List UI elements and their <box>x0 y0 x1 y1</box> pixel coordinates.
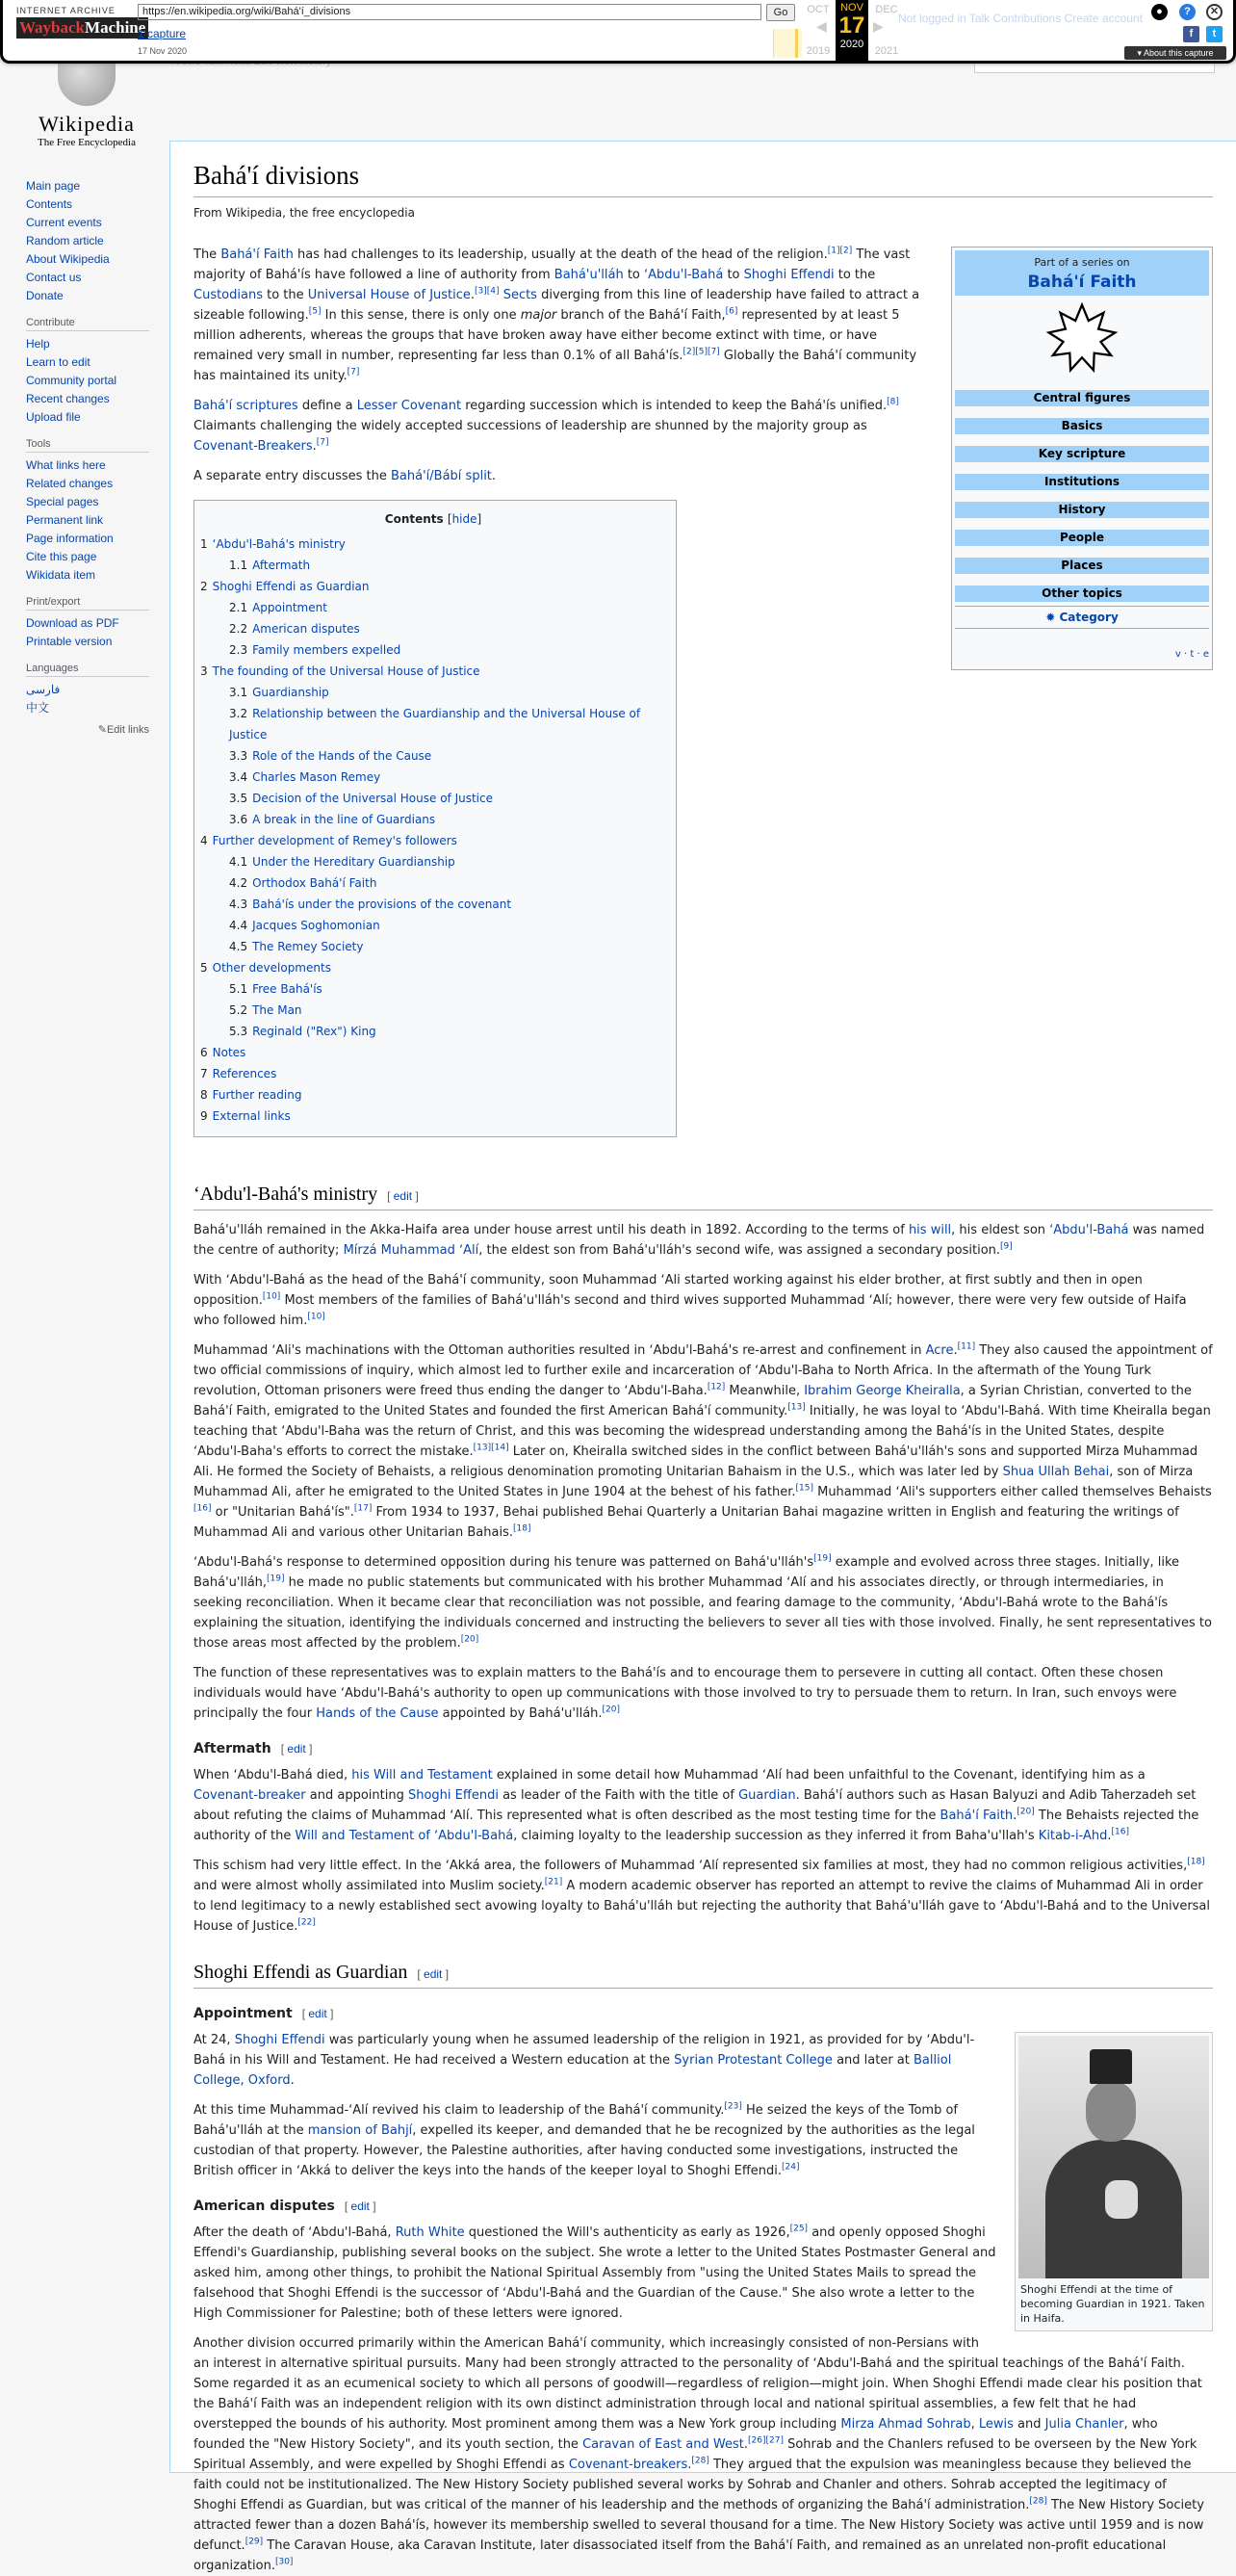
help-icon[interactable]: ? <box>1179 4 1196 20</box>
nav-languages-heading: Languages <box>26 663 149 677</box>
toc-item[interactable] <box>200 915 666 936</box>
inline-link[interactable]: Mírzá Muhammad ʻAlí <box>343 1243 479 1258</box>
citation-link[interactable]: [12] <box>707 1382 726 1392</box>
wayback-cur-month: NOV <box>840 2 863 13</box>
toc-item-number: 7 <box>200 1067 208 1080</box>
nav-printable[interactable]: Printable version <box>26 635 113 648</box>
citation-link[interactable]: [21] <box>544 1877 563 1887</box>
citation-link[interactable]: [16] <box>1111 1827 1129 1837</box>
inline-link[interactable]: his will <box>908 1223 952 1237</box>
section-american-title: American disputes <box>193 2199 335 2214</box>
toc-item[interactable] <box>200 639 666 661</box>
inline-link[interactable]: Guardian <box>738 1788 796 1803</box>
nav-contents[interactable]: Contents <box>26 197 73 211</box>
infobox-title[interactable]: Bahá'í Faith <box>1027 273 1137 292</box>
citation-link[interactable]: [22] <box>297 1917 316 1928</box>
see-also-text: A separate entry discusses the <box>193 469 387 483</box>
infobox-row-key-scripture[interactable]: Key scripture <box>955 446 1209 462</box>
citation-link[interactable]: [13][14] <box>473 1443 509 1453</box>
toc-item-number: 8 <box>200 1088 208 1102</box>
toc-item-number: 5.1 <box>229 982 248 996</box>
edit-section-appointment[interactable]: [ edit ] <box>301 2007 334 2020</box>
citation-link[interactable]: [7] <box>316 437 329 448</box>
toc-item[interactable] <box>200 767 666 788</box>
edit-links[interactable] <box>26 723 149 736</box>
citation-link[interactable]: [19] <box>813 1553 832 1564</box>
citation-link[interactable]: [11] <box>957 1341 976 1352</box>
wayback-url-input[interactable]: https://en.wikipedia.org/wiki/Bahá'í_divisions <box>138 4 761 20</box>
nav-related-changes[interactable]: Related changes <box>26 477 114 490</box>
inline-link[interactable]: Hands of the Cause <box>316 1706 439 1721</box>
photo-caption: Shoghi Effendi at the time of becoming Guardian in 1921. Taken in Haifa. <box>1020 2283 1205 2325</box>
toc-item-label: Decision of the Universal House of Justice <box>252 792 493 805</box>
see-also-note: A separate entry discusses the Bahá'í/Bábí split. <box>193 469 497 483</box>
wayback-cur-day: 17 <box>838 13 865 39</box>
toc-item[interactable] <box>200 618 666 639</box>
logo-tagline: The Free Encyclopedia <box>37 137 136 148</box>
toc-item-number: 3.6 <box>229 813 248 826</box>
nav-learn-edit[interactable]: Learn to edit <box>26 355 90 369</box>
toc-item[interactable] <box>200 597 666 618</box>
citation-link[interactable]: [17] <box>353 1503 373 1514</box>
photo-thumbnail[interactable] <box>1015 2032 1213 2331</box>
toc-title-text: Contents <box>384 512 444 526</box>
toc-item[interactable] <box>200 830 666 851</box>
nav-community-portal[interactable]: Community portal <box>26 374 117 387</box>
wayback-cur-year: 2020 <box>839 39 864 50</box>
wayback-sparkline[interactable] <box>773 29 802 58</box>
toc-item[interactable] <box>200 809 666 830</box>
nav-print <box>26 614 161 651</box>
see-also-link[interactable]: Bahá'í/Bábí split <box>391 469 492 483</box>
toc-item-label: Role of the Hands of the Cause <box>252 749 432 763</box>
wayback-logo[interactable] <box>16 6 146 50</box>
toc-item-label: Family members expelled <box>252 643 401 657</box>
infobox-row-central-figures[interactable]: Central figures <box>955 390 1209 406</box>
nav-special-pages[interactable]: Special pages <box>26 495 99 508</box>
section-aftermath-title: Aftermath <box>193 1741 271 1756</box>
inline-link[interactable]: Covenant-breaker <box>193 1788 306 1803</box>
inline-link[interactable]: Kitab-i-Ahd <box>1038 1829 1108 1843</box>
facebook-icon[interactable]: f <box>1183 26 1199 42</box>
toc-item-label: American disputes <box>252 622 360 636</box>
photo-hand <box>1105 2180 1138 2219</box>
toc-item[interactable] <box>200 1106 666 1127</box>
wayback-prev-year: 2019 <box>806 45 831 57</box>
toc-item[interactable] <box>200 936 666 957</box>
nav-download-pdf[interactable]: Download as PDF <box>26 616 119 630</box>
toc-item-number: 4 <box>200 834 208 847</box>
edit-link[interactable]: edit <box>308 2007 327 2020</box>
section-aftermath <box>193 1739 1213 1759</box>
toc-item[interactable] <box>200 872 666 894</box>
intro-paragraph-2: Bahá'í scriptures define a Lesser Covenant regarding succession which is intended to keep the Bahá'ís unified.[8] Claimants challenging the widely accepted successions of leadership are shunned by the majority group as Covenant-Breakers.[7] <box>193 397 899 454</box>
toc-item[interactable] <box>200 555 666 576</box>
about-capture-button[interactable]: ▾ About this capture <box>1124 46 1226 60</box>
toc-item-label: Bahá'ís under the provisions of the covenant <box>252 898 512 911</box>
nav-lang-zh[interactable]: 中文 <box>26 701 50 715</box>
photo-face <box>1086 2082 1136 2142</box>
wayback-logo-b: Machine <box>85 18 146 37</box>
toc-item-label: The Man <box>252 1003 302 1017</box>
photo-hat <box>1090 2049 1132 2084</box>
citation-link[interactable]: [3][4] <box>475 286 500 297</box>
citation-link[interactable]: [20] <box>1017 1807 1035 1817</box>
page-title: Bahá'í divisions <box>193 161 1213 197</box>
citation-link[interactable]: [20] <box>602 1704 621 1715</box>
nav-contribute <box>26 335 161 427</box>
section-ministry-title: ʻAbdu'l-Bahá's ministry <box>193 1184 378 1205</box>
wayback-prev-month-label: OCT <box>807 4 830 15</box>
toc-item-number: 3 <box>200 664 208 678</box>
edit-link[interactable]: edit <box>393 1189 413 1203</box>
infobox-row-people[interactable]: People <box>955 530 1209 546</box>
nav-random-article[interactable]: Random article <box>26 234 104 247</box>
american-paragraph-1: After the death of ʻAbdu'l-Bahá, Ruth White questioned the Will's authenticity as early as 1926,[25] and openly opposed Shoghi Effendi's Guardianship, publishing several books on the subject. She wrote a letter to the United States Postmaster General and asked him, among other things, to prohibit the National Spiritual Assembly from "using the United States Mails to spread the falsehood that Shoghi Effendi is the successor of ʻAbdu'l-Bahá and the Guardian of the Cause." She also wrote a letter to the High Commissioner for Palestine; both of these letters were ignored. <box>193 2224 996 2321</box>
citation-link[interactable]: [16] <box>193 1503 212 1514</box>
nav-recent-changes[interactable]: Recent changes <box>26 392 110 405</box>
pencil-icon: ✎ <box>97 724 107 736</box>
toc-item[interactable] <box>200 1021 666 1042</box>
nav-donate[interactable]: Donate <box>26 289 64 302</box>
toc-item-number: 3.1 <box>229 686 248 699</box>
nav-main-page[interactable]: Main page <box>26 179 81 193</box>
toc-item-number: 5.3 <box>229 1025 248 1038</box>
table-of-contents <box>193 500 677 1137</box>
toc-item-number: 3.2 <box>229 707 248 720</box>
toc-item-label: Aftermath <box>252 559 311 572</box>
toc-item-label: External links <box>212 1109 291 1123</box>
citation-link[interactable]: [30] <box>274 2557 294 2567</box>
toc-item-number: 4.1 <box>229 855 248 869</box>
toc-item[interactable] <box>200 851 666 872</box>
ministry-paragraph-3: Muhammad ʻAli's machinations with the Ottoman authorities resulted in ʻAbdu'l-Bahá's re-arrest and confinement in Acre.[11] They also caused the appointment of two official commissions of inquiry, which almost led to further exile and incarceration of ʻAbdu'l-Baha to North Africa. In the aftermath of the Young Turk revolution, Ottoman prisoners were freed thus ending the danger to ʻAbdu'l-Baha.[12] Meanwhile, Ibrahim George Kheiralla, a Syrian Christian, converted to the Bahá'í Faith, emigrated to the United States and founded the first American Bahá'í community.[13] Initially, he was loyal to ʻAbdu'l-Bahá. With time Kheiralla began teaching that ʻAbdu'l-Baha was the return of Christ, and this was becoming the widespread understanding among the Bahá'ís in the United States, despite ʻAbdu'l-Baha's efforts to correct the mistake.[13][14] Later on, Kheiralla switched sides in the conflict between Bahá'u'lláh's sons and supported Mirza Muhammad Ali. He formed the Society of Behaists, a religious denomination promoting Unitarian Bahaism in the U.S., which was later led by Shua Ullah Behai, son of Mirza Muhammad Ali, after he emigrated to the United States in June 1904 at the behest of his father.[15] Muhammad ʻAli's supporters either called themselves Behaists [16] or "Unitarian Bahá'ís".[17] From 1934 to 1937, Behai published Behai Quarterly a Unitarian Bahai magazine written in English and featuring the writings of Muhammad Ali and various other Unitarian Bahais.[18] <box>193 1341 1213 1540</box>
globe-icon <box>58 58 116 106</box>
citation-link[interactable]: [29] <box>245 2537 264 2547</box>
inline-link[interactable]: Acre <box>925 1343 954 1358</box>
edit-section-aftermath[interactable]: [ edit ] <box>280 1742 313 1756</box>
toc-item-number: 1.1 <box>229 559 248 572</box>
toc-item-label: Other developments <box>212 961 331 975</box>
inline-link[interactable]: Custodians <box>193 288 263 302</box>
citation-link[interactable]: [10] <box>307 1312 325 1322</box>
edit-link[interactable]: edit <box>350 2199 370 2213</box>
infobox-part-of: Part of a series on <box>1034 256 1130 269</box>
toc-item-label: A break in the line of Guardians <box>252 813 436 826</box>
nav-page-info[interactable]: Page information <box>26 532 114 545</box>
toc-item-label: Reginald ("Rex") King <box>252 1025 376 1038</box>
toc-item-label: Under the Hereditary Guardianship <box>252 855 455 869</box>
infobox-category[interactable] <box>955 606 1209 629</box>
wayback-next-year: 2021 <box>874 45 899 57</box>
intro-paragraph-1: The Bahá'í Faith has had challenges to its leadership, usually at the death of the head of the religion.[1][2] The vast majority of Bahá'ís have followed a line of authority from Bahá'u'lláh to ʻAbdu'l-Bahá to Shoghi Effendi to the Custodians to the Universal House of Justice.[3][4] Sects diverging from this line of leadership have failed to attract a sizeable following.[5] In this sense, there is only one major branch of the Bahá'í Faith,[6] represented by at least 5 million adherents, whereas the groups that have broken away have either become extinct with time, or have remained very small in number, representing far less than 0.1% of all Bahá'ís.[2][5][7] Globally the Bahá'í community has maintained its unity.[7] <box>193 246 920 383</box>
inline-link[interactable]: Shoghi Effendi <box>407 1788 499 1803</box>
inline-link[interactable]: Shoghi Effendi <box>743 268 835 282</box>
inline-link[interactable]: Ibrahim George Kheiralla <box>804 1384 961 1398</box>
inline-link[interactable]: Covenant-Breakers <box>193 439 313 454</box>
aftermath-paragraph-2: This schism had very little effect. In the ʻAkká area, the followers of Muhammad ʻAlí represented six families at most, they had no common religious activities,[18] and were almost wholly assimilated into Muslim society.[21] A modern academic observer has reported an attempt to revive the claims of Muhammad Ali in order to lend legitimacy to a newly established sect avowing loyalty to Bahá'u'lláh but rejecting the authority that Bahá'u'lláh gave to ʻAbdu'l-Bahá and to the Universal House of Justice.[22] <box>193 1857 1211 1934</box>
inline-link[interactable]: Universal House of Justice <box>307 288 471 302</box>
toc-item-label: Free Bahá'ís <box>252 982 322 996</box>
citation-link[interactable]: [7] <box>347 367 360 377</box>
toc-item[interactable] <box>200 745 666 767</box>
nav-lang-fa[interactable]: فارسی <box>26 683 61 696</box>
inline-link[interactable]: Shoghi Effendi <box>234 2033 325 2047</box>
infobox-row-other-topics[interactable]: Other topics <box>955 585 1209 602</box>
wayback-go-button[interactable]: Go <box>766 4 795 21</box>
appointment-paragraph-1: At 24, Shoghi Effendi was particularly young when he assumed leadership of the religion in 1921, as provided for by ʻAbdu'l-Bahá in his Will and Testament. He had received a Western education at the Syrian Protestant College and later at Balliol College, Oxford. <box>193 2033 975 2088</box>
citation-link[interactable]: [10] <box>262 1291 281 1302</box>
nav-cite[interactable]: Cite this page <box>26 550 97 563</box>
citation-link[interactable]: [24] <box>782 2162 800 2173</box>
inline-link[interactable]: ʻAbdu'l-Bahá <box>644 268 724 282</box>
american-paragraph-2: Another division occurred primarily within the American Bahá'í community, which increasingly consisted of non-Persians with an interest in alternative spiritual pursuits. Many had been strongly attracted to the personality of ʻAbdu'l-Bahá and the spiritual teachings of the Bahá'í Faith. Some regarded it as an ecumenical society to which all persons of goodwill—regardless of religion—might join. When Shoghi Effendi made clear his position that the Bahá'í Faith was an independent religion with its own distinct administration through local and national spiritual assemblies, a few felt that he had overstepped the bounds of his authority. Most prominent among them was a New York group including Mirza Ahmad Sohrab, Lewis and Julia Chanler, who founded the "New History Society", and its youth section, the Caravan of East and West.[26][27] Sohrab and the Chanlers refused to be overseen by the New York Spiritual Assembly, and were expelled by Shoghi Effendi as Covenant-breakers.[28] They argued that the expulsion was meaningless because they believed the faith could not be institutionalized. The New History Society published several works by Sohrab and Chanler and others. Sohrab accepted the legitimacy of Shoghi Effendi as Guardian, but was critical of the manner of his leadership and the methods of organizing the Bahá'í administration.[28] The New History Society attracted fewer than a dozen Bahá'ís, however its membership swelled to several thousand for a time. The New History Society was active until 1959 and is now defunct.[29] The Caravan House, aka Caravan Institute, later disassociated itself from the Bahá'í Faith, and remained as an unrelated non-profit educational organization.[30] <box>193 2336 1204 2573</box>
infobox-row-places[interactable]: Places <box>955 558 1209 574</box>
citation-link[interactable]: [25] <box>789 2224 809 2234</box>
toc-item-label: Orthodox Bahá'í Faith <box>252 876 377 890</box>
citation-link[interactable]: [19] <box>267 1574 285 1584</box>
inline-link[interactable]: his Will and Testament <box>351 1768 493 1782</box>
nav-tools <box>26 456 161 585</box>
nine-pointed-star-icon <box>955 296 1209 378</box>
wikipedia-logo[interactable] <box>19 58 154 154</box>
nav-wikidata[interactable]: Wikidata item <box>26 568 96 582</box>
inline-link[interactable]: Bahá'í Faith <box>220 247 294 262</box>
wayback-prev-arrow-icon[interactable]: ◀ <box>816 19 827 35</box>
toc-item-number: 3.5 <box>229 792 248 805</box>
toc-item-label: Charles Mason Remey <box>252 770 381 784</box>
inline-link[interactable]: Syrian Protestant College <box>674 2053 833 2068</box>
inline-link[interactable]: Ruth White <box>395 2225 465 2240</box>
inline-link[interactable]: Covenant-breakers <box>568 2458 688 2472</box>
toc-item-label: The Remey Society <box>252 940 364 953</box>
toc-item-label: Shoghi Effendi as Guardian <box>212 580 370 593</box>
section-appointment <box>193 2004 1213 2024</box>
citation-link[interactable]: [5] <box>308 306 322 317</box>
toc-item[interactable] <box>200 576 666 597</box>
inline-link[interactable]: Will and Testament of ʻAbdu'l-Bahá <box>295 1829 514 1843</box>
category-icon: ✹ <box>1045 611 1056 624</box>
toc-item-number: 2.2 <box>229 622 248 636</box>
appointment-paragraph-2: At this time Muhammad-ʻAlí revived his claim to leadership of the Bahá'í community.[23] He seized the keys of the Tomb of Bahá'u'lláh at the mansion of Bahjí, expelled its keeper, and demanded that he be recognized by the authorities as the legal custodian of that property. However, the Palestine authorities, after having conducted some investigations, instructed the British officer in ʻAkká to deliver the keys into the hands of the keeper loyal to Shoghi Effendi.[24] <box>193 2101 975 2178</box>
article-content <box>169 141 1236 2573</box>
infobox-row-history[interactable]: History <box>955 502 1209 518</box>
wayback-captures-link[interactable]: 1 capture <box>138 27 187 40</box>
citation-link[interactable]: [20] <box>460 1634 479 1645</box>
user-icon[interactable]: ● <box>1151 4 1168 20</box>
edit-section-american[interactable]: [ edit ] <box>344 2199 376 2213</box>
section-shoghi <box>193 1962 1213 1989</box>
toc-hide-link[interactable]: hide <box>451 512 477 526</box>
citation-link[interactable]: [23] <box>724 2101 742 2112</box>
infobox-row-basics[interactable]: Basics <box>955 418 1209 434</box>
toc-item[interactable] <box>200 957 666 978</box>
toc-item[interactable] <box>200 978 666 1000</box>
inline-link[interactable]: Balliol College, Oxford <box>193 2053 952 2088</box>
citation-link[interactable]: [28] <box>1029 2496 1047 2507</box>
inline-link[interactable]: Mirza Ahmad Sohrab <box>840 2417 971 2432</box>
close-icon[interactable]: ✕ <box>1206 4 1223 20</box>
nav-contribute-heading: Contribute <box>26 317 149 331</box>
wayback-next-month[interactable] <box>872 0 901 61</box>
toc-item-label: ʻAbdu'l-Bahá's ministry <box>212 537 346 551</box>
toc-item-number: 3.4 <box>229 770 248 784</box>
citation-link[interactable]: [2][5][7] <box>682 347 720 357</box>
wayback-capture-date: 17 Nov 2020 <box>138 46 188 56</box>
toc-item-label: The founding of the Universal House of Justice <box>212 664 480 678</box>
inline-link[interactable]: Bahá'u'lláh <box>554 268 624 282</box>
toc-hide[interactable]: [hide] <box>447 512 482 526</box>
inline-link[interactable]: Shua Ullah Behai <box>1002 1465 1110 1479</box>
wayback-ghost-links: Not logged in Talk Contributions Create account <box>898 12 1143 25</box>
edit-section-shoghi[interactable]: [ edit ] <box>417 1967 450 1981</box>
toc-item-number: 4.3 <box>229 898 248 911</box>
citation-link[interactable]: [1][2] <box>827 246 853 256</box>
inline-link[interactable]: ʻAbdu'l-Bahá <box>1049 1223 1129 1237</box>
toc-item[interactable] <box>200 1042 666 1063</box>
toc-item-number: 9 <box>200 1109 208 1123</box>
inline-link[interactable]: Julia Chanler <box>1044 2417 1124 2432</box>
inline-link[interactable]: Lewis <box>978 2417 1014 2432</box>
toc-item-number: 1 <box>200 537 208 551</box>
nav-upload[interactable]: Upload file <box>26 410 81 424</box>
nav-print-heading: Print/export <box>26 596 149 611</box>
wayback-logo-main <box>16 17 148 39</box>
toc-item-number: 5.2 <box>229 1003 248 1017</box>
nav-main <box>26 177 161 305</box>
nav-permanent-link[interactable]: Permanent link <box>26 513 104 527</box>
citation-link[interactable]: [9] <box>1000 1241 1013 1252</box>
infobox <box>951 247 1213 670</box>
inline-link[interactable]: Lesser Covenant <box>356 399 462 413</box>
infobox-row-institutions[interactable]: Institutions <box>955 474 1209 490</box>
nav-tools-heading: Tools <box>26 438 149 453</box>
toc-item-number: 2.1 <box>229 601 248 614</box>
toc-item-number: 5 <box>200 961 208 975</box>
nav-current-events[interactable]: Current events <box>26 216 102 229</box>
ministry-paragraph-2: With ʻAbdu'l-Bahá as the head of the Bahá'í community, soon Muhammad ʻAli started working against his elder brother, at first subtly and then in open opposition.[10] Most members of the families of Bahá'u'lláh's second and third wives supported Muhammad ʻAlí; however, there were very few outside of Haifa who followed him.[10] <box>193 1273 1187 1328</box>
citation-link[interactable]: [18] <box>513 1523 531 1534</box>
inline-link[interactable]: Bahá'í scriptures <box>193 399 298 413</box>
toc-item-label: Further development of Remey's followers <box>212 834 457 847</box>
toc-item-number: 6 <box>200 1046 208 1059</box>
toc-item[interactable] <box>200 1084 666 1106</box>
ministry-paragraph-4: ʻAbdu'l-Bahá's response to determined opposition during his tenure was patterned on Bahá'u'lláh's[19] example and evolved across three stages. Initially, like Bahá'u'lláh,[19] he made no public statements but communicated with his brother Muhammad ʻAlí and his associates directly, or through intermediaries, in seeking reconciliation. When it became clear that reconciliation was not possible, and fearing damage to the community, ʻAbdu'l-Bahá wrote to the Bahá'ís explaining the situation, identifying the individuals concerned and instructing the believers to sever all ties with those involved. Finally, he sent representatives to those areas most affected by the problem.[20] <box>193 1553 1212 1651</box>
citation-link[interactable]: [28] <box>691 2456 709 2466</box>
toc-item-number: 4.4 <box>229 919 248 932</box>
toc-item-number: 4.2 <box>229 876 248 890</box>
toc-item-number: 4.5 <box>229 940 248 953</box>
wayback-toolbar <box>0 0 1236 64</box>
section-shoghi-title: Shoghi Effendi as Guardian <box>193 1962 408 1983</box>
twitter-icon[interactable]: t <box>1206 26 1223 42</box>
wayback-sparkline-bar <box>795 29 798 58</box>
site-sub: From Wikipedia, the free encyclopedia <box>193 206 415 220</box>
toc-item-label: Guardianship <box>252 686 329 699</box>
edit-section-ministry[interactable]: [ edit ] <box>387 1189 419 1203</box>
inline-link[interactable]: Sects <box>502 288 537 302</box>
toc-item[interactable] <box>200 661 666 682</box>
toc-item-label: Appointment <box>252 601 327 614</box>
citation-link[interactable]: [6] <box>725 306 738 317</box>
toc-title <box>200 508 666 530</box>
inline-link[interactable]: Bahá'í Faith <box>940 1808 1014 1823</box>
toc-item-number: 2 <box>200 580 208 593</box>
wayback-next-month-label: DEC <box>875 4 898 15</box>
section-appointment-title: Appointment <box>193 2006 293 2021</box>
ministry-paragraph-1: Bahá'u'lláh remained in the Akka-Haifa area under house arrest until his death in 1892. According to the terms of his will, his eldest son ʻAbdu'l-Bahá was named the centre of authority; Mírzá Muhammad ʻAlí, the eldest son from Bahá'u'lláh's second wife, was assigned a secondary position.[9] <box>193 1223 1205 1258</box>
nav-contact[interactable]: Contact us <box>26 271 82 284</box>
toc-item[interactable] <box>200 703 666 745</box>
star-svg <box>1045 300 1119 374</box>
toc-item-label: Jacques Soghomonian <box>252 919 380 932</box>
toc-item[interactable] <box>200 894 666 915</box>
section-ministry <box>193 1184 1213 1210</box>
toc-list <box>200 533 666 1127</box>
wayback-logo-top: INTERNET ARCHIVE <box>16 6 116 15</box>
infobox-header <box>955 250 1209 296</box>
citation-link[interactable]: [18] <box>1187 1857 1205 1867</box>
toc-item[interactable] <box>200 788 666 809</box>
shoghi-effendi-photo[interactable] <box>1018 2036 1209 2278</box>
aftermath-paragraph-1: When ʻAbdu'l-Bahá died, his Will and Testament explained in some detail how Muhammad ʻAlí had been unfaithful to the Covenant, identifying him as a Covenant-breaker and appointing Shoghi Effendi as leader of the Faith with the title of Guardian. Bahá'í authors such as Hasan Balyuzi and Adib Taherzadeh set about refuting the claims of Muhammad ʻAlí. This represented what is often described as the most testing time for the Bahá'í Faith.[20] The Behaists rejected the authority of the Will and Testament of ʻAbdu'l-Bahá, claiming loyalty to the leadership succession as they inferred it from Baha'u'llah's Kitab-i-Ahd.[16] <box>193 1768 1199 1843</box>
wayback-next-arrow-icon[interactable]: ▶ <box>873 19 884 35</box>
toc-item-label: Further reading <box>212 1088 302 1102</box>
ministry-paragraph-5: The function of these representatives was to explain matters to the Bahá'ís and to encourage them to persevere in cutting all contact. Often these chosen individuals would have ʻAbdu'l-Bahá's authority to open up communications with those involved to try to persuade them to return. In Iran, such envoys were principally the four Hands of the Cause appointed by Bahá'u'lláh.[20] <box>193 1666 1177 1721</box>
logo-wordmark: Wikipedia <box>39 112 135 136</box>
citation-link[interactable]: [15] <box>795 1483 813 1494</box>
nav-languages <box>26 681 161 717</box>
nav-what-links-here[interactable]: What links here <box>26 458 106 472</box>
toc-item[interactable] <box>200 1063 666 1084</box>
citation-link[interactable]: [8] <box>887 397 899 407</box>
inline-link[interactable]: Caravan of East and West <box>582 2437 744 2452</box>
sidebar-nav <box>26 177 161 736</box>
wayback-logo-a: Wayback <box>19 18 86 37</box>
citation-link[interactable]: [26][27] <box>748 2435 784 2446</box>
toc-item-label: Notes <box>212 1046 246 1059</box>
about-capture-label: About this capture <box>1143 48 1214 58</box>
toc-item-number: 2.3 <box>229 643 248 657</box>
inline-link[interactable]: mansion of Bahjí <box>307 2123 413 2138</box>
edit-link[interactable]: edit <box>424 1967 443 1981</box>
edit-link[interactable]: edit <box>287 1742 306 1756</box>
toc-item-number: 3.3 <box>229 749 248 763</box>
toc-item-label: References <box>212 1067 277 1080</box>
infobox-category-label: Category <box>1059 611 1119 624</box>
toc-item[interactable] <box>200 1000 666 1021</box>
wayback-current-date <box>836 0 868 61</box>
toc-item-label: Relationship between the Guardianship and the Universal House of Justice <box>229 707 641 742</box>
infobox-vte[interactable]: v · t · e <box>1174 649 1209 660</box>
nav-about[interactable]: About Wikipedia <box>26 252 110 266</box>
nav-help[interactable]: Help <box>26 337 50 351</box>
toc-item[interactable] <box>200 533 666 555</box>
edit-links-label: Edit links <box>106 724 149 736</box>
citation-link[interactable]: [13] <box>787 1402 806 1413</box>
toc-item[interactable] <box>200 682 666 703</box>
